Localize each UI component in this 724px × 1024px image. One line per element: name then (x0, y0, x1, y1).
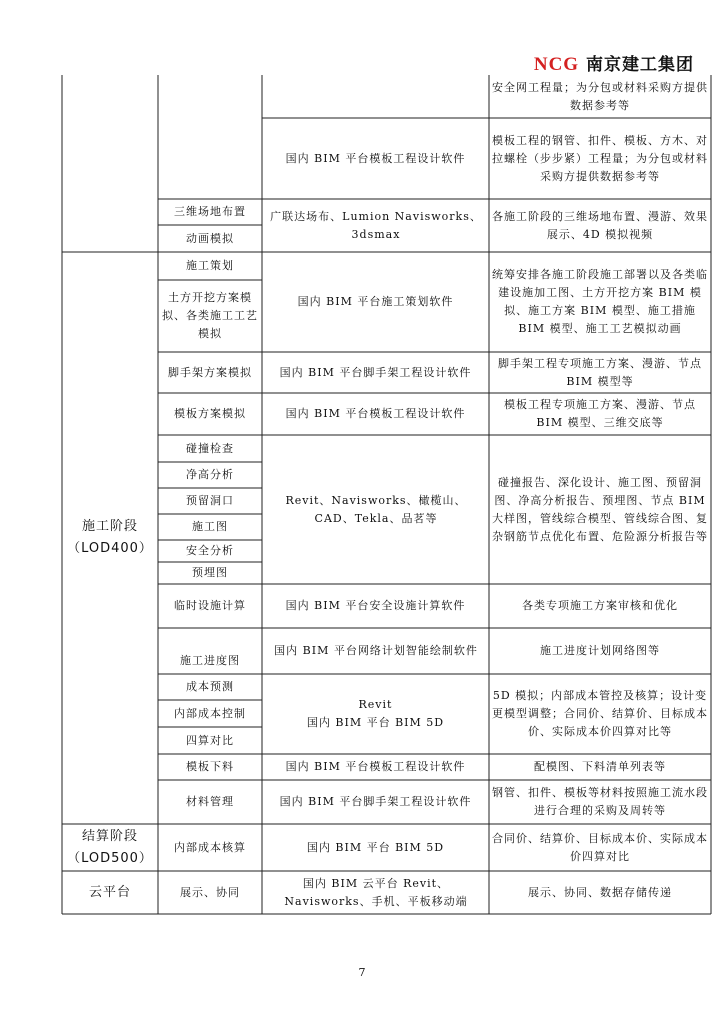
cell-material-mgmt: 材料管理 (186, 795, 234, 808)
cell-temp-facility: 临时设施计算 (174, 599, 246, 612)
cell-cost-forecast: 成本预测 (186, 680, 234, 693)
brand-en: NCG (533, 54, 580, 75)
cell-clearance-analysis: 净高分析 (186, 468, 234, 481)
cell-schedule-software: 国内 BIM 平台网络计划智能绘制软件 (274, 644, 478, 657)
cell-earthwork-simulation: 土方开挖方案模拟、各类施工工艺模拟 (162, 291, 258, 340)
cell-safety-net-output: 安全网工程量；为分包或材料采购方提供数据参考等 (492, 80, 708, 112)
cell-clash-detection: 碰撞检查 (186, 441, 234, 455)
cell-planning-output: 统筹安排各施工阶段施工部署以及各类临建设施加工图、土方开挖方案 BIM 模拟、施工方案 BIM 模型、施工措施 BIM 模型、施工工艺模拟动画 (492, 268, 708, 335)
cell-schedule-output: 施工进度计划网络图等 (540, 644, 660, 657)
cell-internal-cost: 内部成本控制 (174, 706, 246, 720)
cell-site-layout: 三维场地布置 (174, 205, 246, 218)
cell-scaffold-simulation: 脚手架方案模拟 (168, 365, 252, 379)
cell-scaffold-software: 国内 BIM 平台脚手架工程设计软件 (279, 365, 472, 379)
cell-cloud-software: 国内 BIM 云平台 Revit、Navisworks、手机、平板移动端 (284, 876, 468, 908)
cell-cutting-output: 配模图、下料清单列表等 (534, 760, 666, 773)
cell-5d-software-revit: Revit (358, 698, 393, 711)
stage-construction: 施工阶段（LOD400） (67, 519, 153, 556)
brand-cn: 南京建工集团 (586, 55, 694, 75)
cell-temp-software: 国内 BIM 平台安全设施计算软件 (285, 599, 466, 612)
stage-cloud: 云平台 (88, 884, 131, 900)
cell-formwork-software: 国内 BIM 平台模板工程设计软件 (285, 151, 466, 165)
cell-formwork-cutting: 模板下料 (186, 760, 234, 773)
cell-clash-output: 碰撞报告、深化设计、施工图、预留洞图、净高分析报告、预埋图、节点 BIM 大样图，管线综合模型、管线综合图、复杂钢筋节点优化布置、危险源分析报告等 (492, 475, 708, 543)
cell-temp-output: 各类专项施工方案审核和优化 (522, 599, 678, 612)
cell-construction-drawing: 施工图 (192, 520, 228, 533)
cell-site-software: 广联达场布、Lumion Navisworks、3dsmax (270, 209, 482, 241)
cell-clash-software: Revit、Navisworks、橄榄山、CAD、Tekla、品茗等 (285, 493, 467, 525)
cell-5d-software (263, 674, 488, 754)
cell-5d-output: 5D 模拟；内部成本管控及核算；设计变更模型调整；合同价、结算价、目标成本价、实际成本价四算对比等 (492, 689, 708, 738)
cell-cutting-software: 国内 BIM 平台模板工程设计软件 (285, 760, 466, 773)
cell-material-output: 钢管、扣件、模板等材料按照施工流水段进行合理的采购及周转等 (492, 786, 708, 817)
cell-display-collab: 展示、协同 (180, 885, 240, 899)
cell-cloud-output: 展示、协同、数据存储传递 (528, 885, 672, 899)
cell-four-calc: 四算对比 (186, 733, 234, 747)
cell-embedded-drawing: 预埋图 (192, 566, 228, 579)
cell-formwork-simulation: 模板方案模拟 (174, 407, 246, 420)
cell-scaffold-output: 脚手架工程专项施工方案、漫游、节点 BIM 模型等 (498, 356, 702, 388)
cell-animation: 动画模拟 (186, 231, 234, 245)
cell-site-output: 各施工阶段的三维场地布置、漫游、效果展示、4D 模拟视频 (492, 209, 708, 241)
cell-reserved-openings: 预留洞口 (186, 494, 234, 507)
cell-planning-software: 国内 BIM 平台施工策划软件 (297, 295, 454, 308)
cell-safety-analysis: 安全分析 (186, 544, 234, 557)
cell-cost-accounting: 内部成本核算 (174, 840, 246, 854)
cell-formwork-sim-output: 模板工程专项施工方案、漫游、节点 BIM 模型、三维交底等 (504, 398, 696, 429)
cell-formwork-sim-software: 国内 BIM 平台模板工程设计软件 (285, 407, 466, 420)
cell-material-software: 国内 BIM 平台脚手架工程设计软件 (279, 795, 472, 808)
stage-settlement: 结算阶段（LOD500） (67, 828, 153, 866)
cell-schedule: 施工进度图 (180, 654, 240, 667)
cell-5d-software-bim5d: 国内 BIM 平台 BIM 5D (306, 716, 445, 729)
cell-accounting-software: 国内 BIM 平台 BIM 5D (306, 840, 445, 854)
cell-accounting-output: 合同价、结算价、目标成本价、实际成本价四算对比 (492, 831, 708, 863)
cell-construction-planning: 施工策划 (186, 259, 234, 272)
page-number: 7 (358, 966, 366, 979)
cell-formwork-output: 模板工程的钢管、扣件、模板、方木、对拉螺栓（步步紧）工程量；为分包或材料采购方提供数据参考等 (492, 133, 708, 183)
